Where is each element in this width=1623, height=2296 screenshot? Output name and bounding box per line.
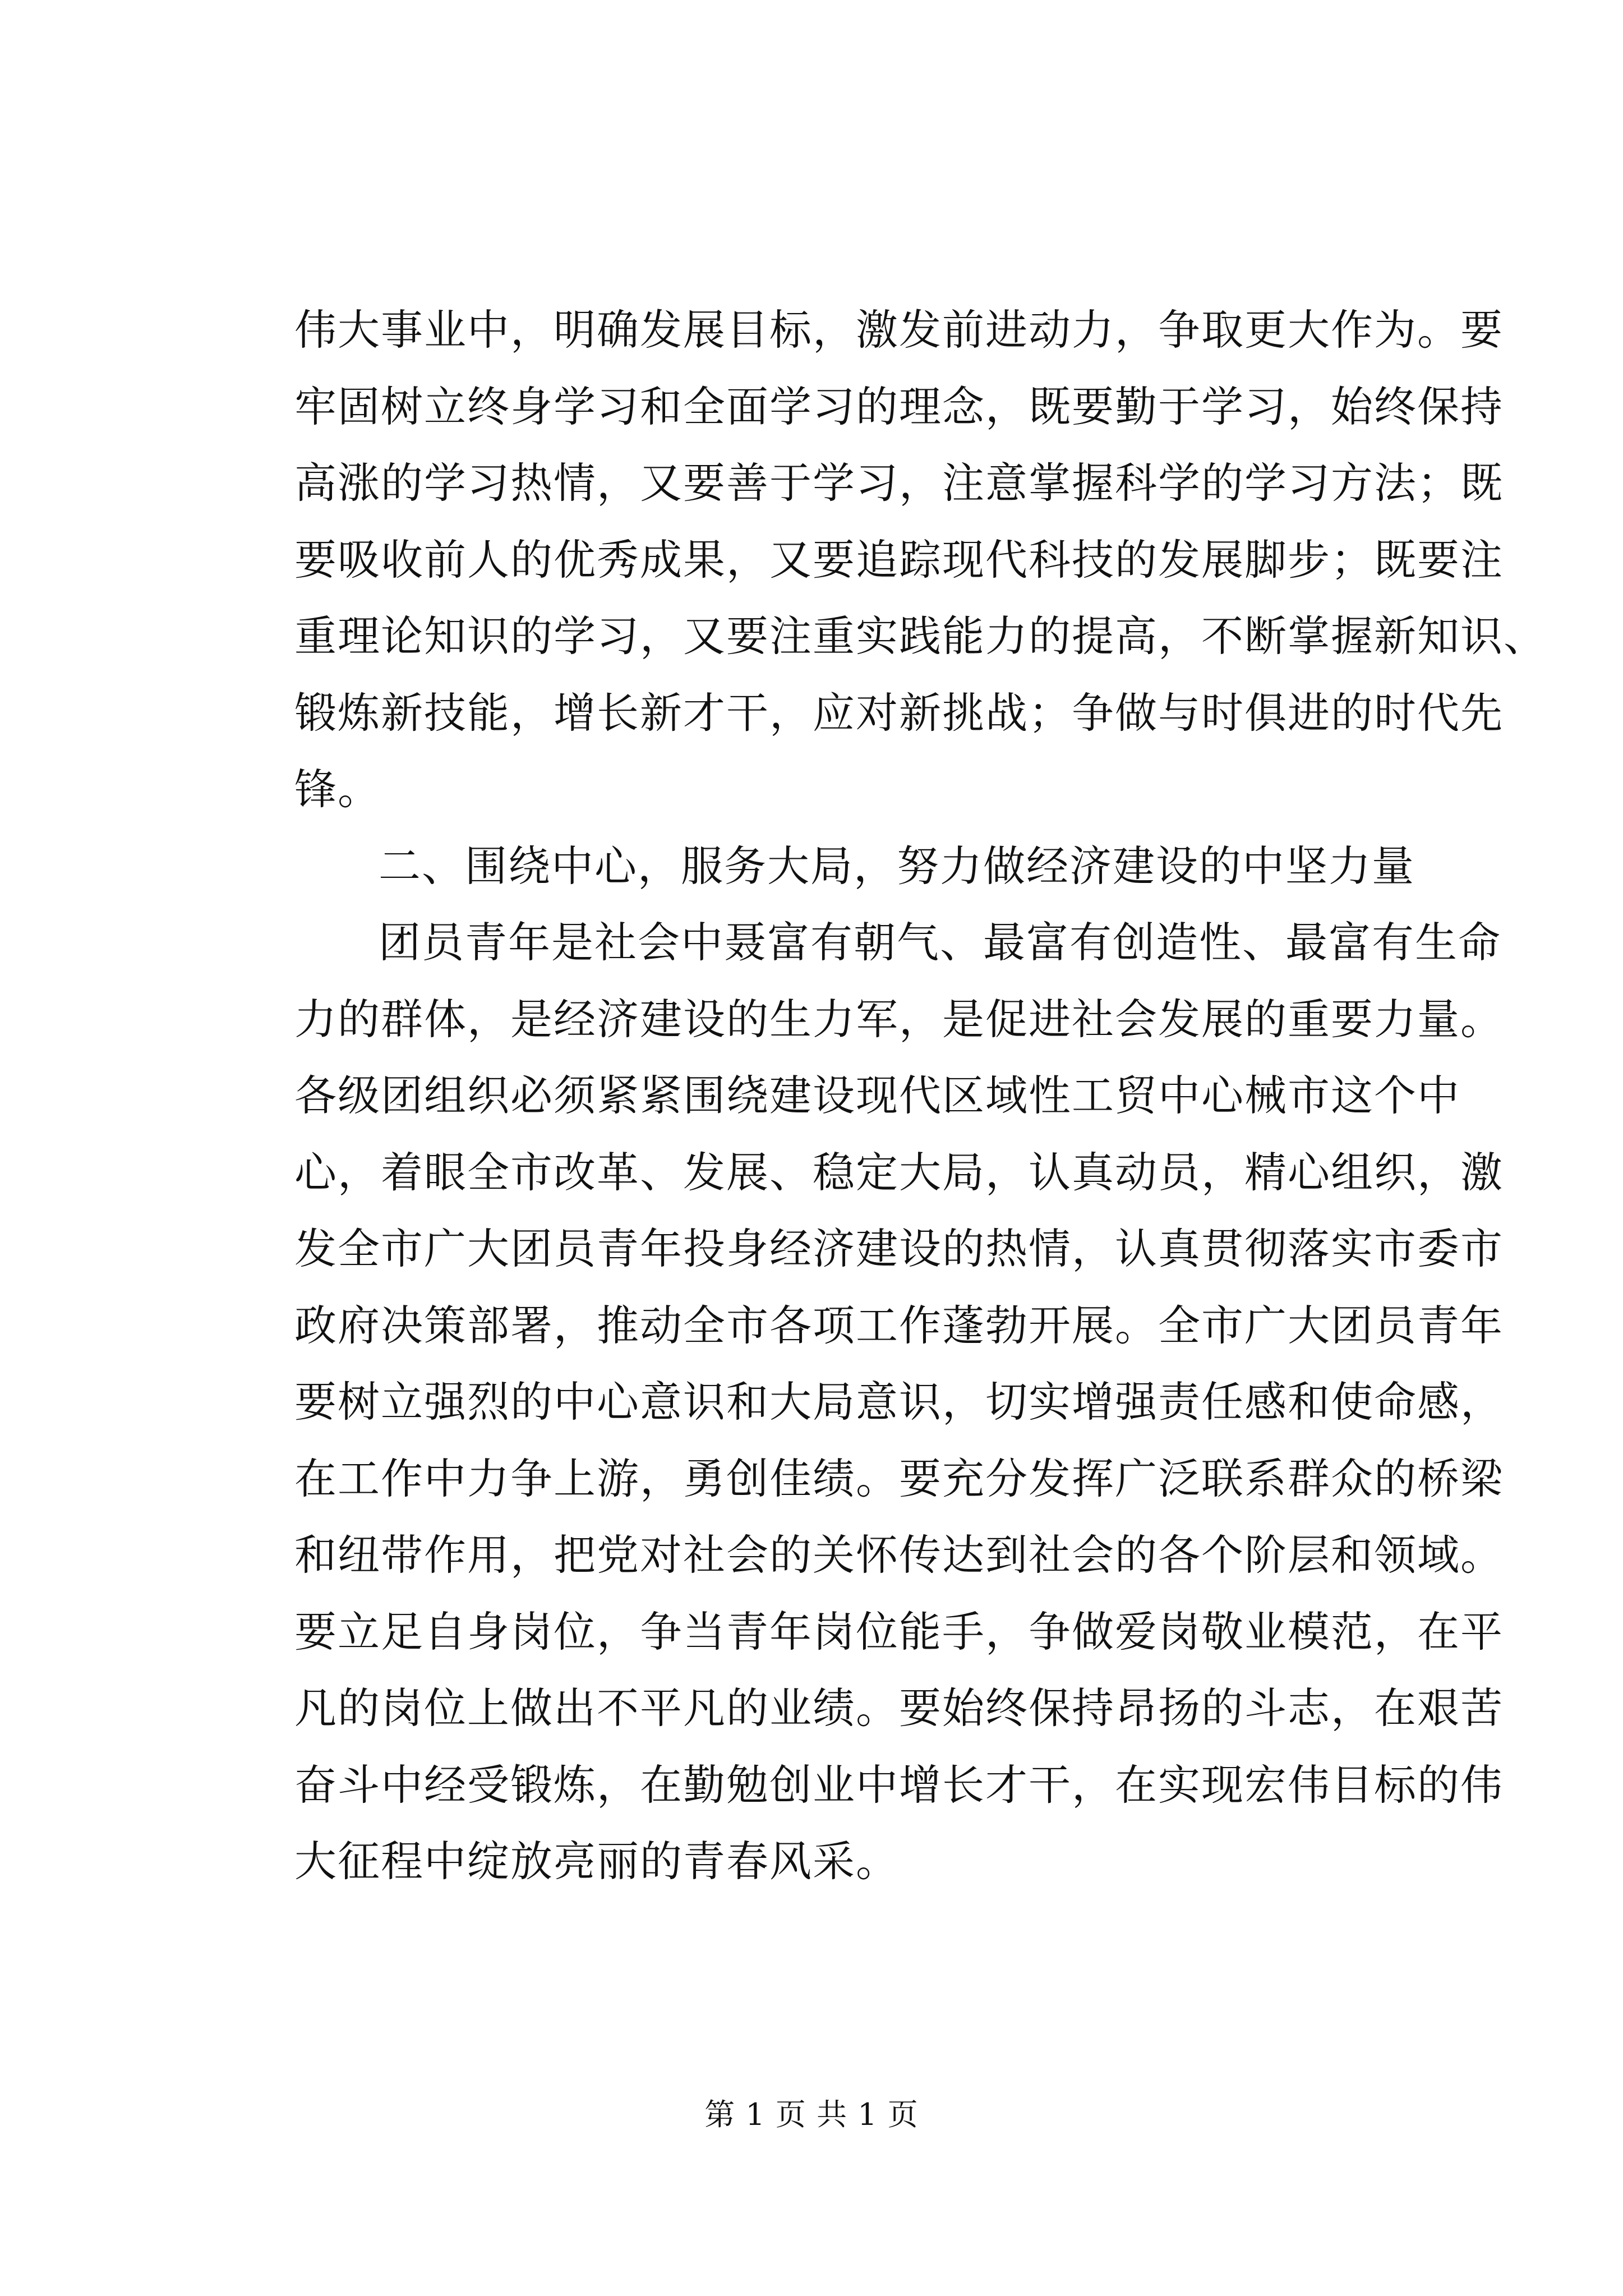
section-heading: 二、围绕中心，服务大局，努力做经济建设的中坚力量 [379,841,1415,891]
text-line: 团员青年是社会中聂富有朝气、最富有创造性、最富有生命 [379,918,1502,967]
text-line: 要立足自身岗位，争当青年岗位能手，争做爱岗敬业模范，在平 [294,1607,1504,1657]
text-line: 要树立强烈的中心意识和大局意识，切实增强责任感和使命感， [294,1377,1504,1427]
text-line: 牢固树立终身学习和全面学习的理念，既要勤于学习，始终保持 [294,381,1504,431]
body-text [294,292,1547,1900]
text-line: 力的群体，是经济建设的生力军，是促进社会发展的重要力量。 [294,994,1504,1044]
text-line: 奋斗中经受锻炼，在勤勉创业中增长才干，在实现宏伟目标的伟 [294,1760,1504,1810]
text-line: 在工作中力争上游，勇创佳绩。要充分发挥广泛联系群众的桥梁 [294,1453,1504,1503]
text-line: 和纽带作用，把党对社会的关怀传达到社会的各个阶层和领域。 [294,1530,1504,1580]
text-line: 发全市广大团员青年投身经济建设的热情，认真贯彻落实市委市 [294,1224,1504,1273]
text-line: 各级团组织必须紧紧围绕建设现代区域性工贸中心械市这个中 [294,1071,1461,1120]
text-line: 大征程中绽放亮丽的青春风采。 [294,1837,900,1886]
text-line: 伟大事业中，明确发展目标，激发前进动力，争取更大作为。要 [294,305,1504,355]
text-line: 高涨的学习热情，又要善于学习，注意掌握科学的学习方法；既 [294,458,1504,508]
text-line: 凡的岗位上做出不平凡的业绩。要始终保持昂扬的斗志，在艰苦 [294,1683,1504,1733]
text-line: 心，着眼全市改革、发展、稳定大局，认真动员，精心组织，激 [294,1147,1504,1197]
text-line: 锻炼新技能，增长新才干，应对新挑战；争做与时俱进的时代先 [294,688,1504,738]
text-line: 政府决策部署，推动全市各项工作蓬勃开展。全市广大团员青年 [294,1300,1504,1350]
text-line: 重理论知识的学习，又要注重实践能力的提高，不断掌握新知识、 [294,611,1547,661]
text-line: 锋。 [294,765,381,814]
text-line: 要吸收前人的优秀成果，又要追踪现代科技的发展脚步；既要注 [294,535,1504,585]
page-number: 第 1 页 共 1 页 [704,2097,919,2132]
